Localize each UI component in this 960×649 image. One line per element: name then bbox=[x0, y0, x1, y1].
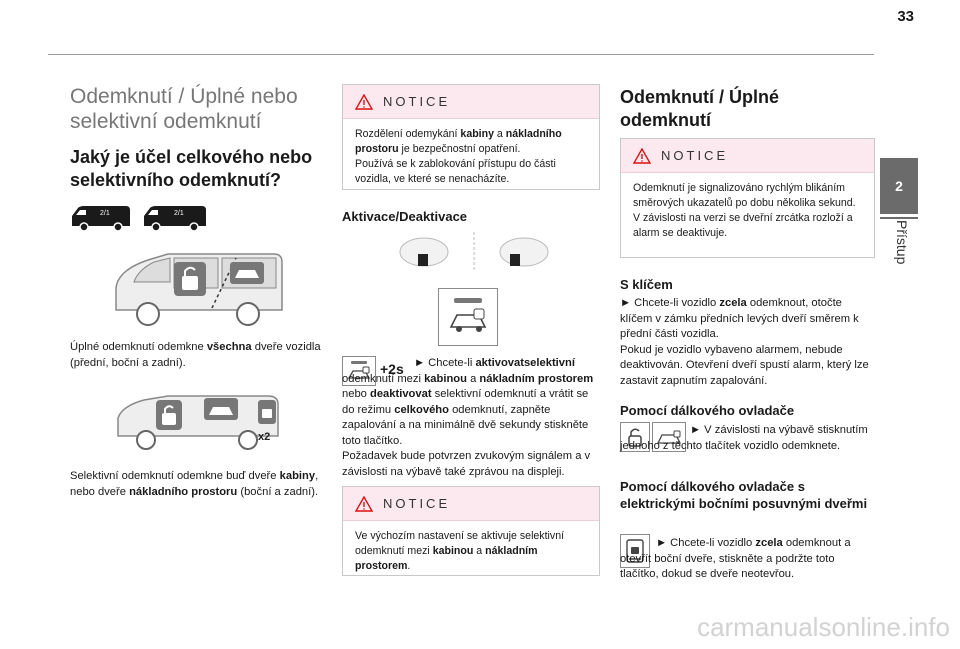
notice-box-1 bbox=[342, 84, 600, 190]
steering-wheel-illustration bbox=[394, 230, 554, 274]
sliding-door-instruction: ► Chcete-li vozidlo zcela odemknout a otevřít boční dveře, stiskněte a podržte toto tlačítko, dokud se dveře neotevřou. bbox=[620, 537, 851, 580]
chapter-tab[interactable]: 2 bbox=[880, 158, 918, 214]
full-unlock-heading: Odemknutí / Úplné odemknutí bbox=[620, 87, 780, 130]
van-full-unlock-illustration bbox=[108, 248, 288, 330]
key-instruction: ► Chcete-li vozidlo zcela odemknout, otočte klíčem v zámku předních levých dveří směrem k přední části vozidla. Pokud je vozidlo vybaveno alarmem, nebude deaktivován. Otevření dveří spustí alarm, který lze zastavit zapnutím zapalování. bbox=[620, 297, 869, 387]
warning-triangle-icon bbox=[355, 496, 373, 512]
selective-unlock-button-icon bbox=[438, 288, 498, 346]
notice-body-3: Odemknutí je signalizováno rychlým blikáním směrových ukazatelů po dobu několika sekund. V závislosti na verzi se dveřní zrcátka rozloží a alarm se deaktivuje. bbox=[633, 182, 856, 239]
activation-instruction: ► Chcete-li aktivovatselektivní odemknutí mezi kabinou a nákladním prostorem nebo deaktivovat selektivní odemknutí a vrátit se do režimu celkového odemknutí, zapněte zapalování a na minimálně dvě sekundy stiskněte toto tlačítko. bbox=[342, 357, 594, 447]
notice-header-1 bbox=[343, 85, 599, 119]
hold-2s-label: +2s bbox=[380, 361, 404, 377]
remote-instruction: ► V závislosti na výbavě stisknutím jednoho z těchto tlačítek vozidlo odemknete. bbox=[620, 424, 868, 452]
header-rule bbox=[48, 54, 874, 55]
notice-header-2 bbox=[343, 487, 599, 521]
notice-title-1: NOTICE bbox=[383, 94, 451, 109]
warning-triangle-icon bbox=[633, 148, 651, 164]
notice-body-2: Ve výchozím nastavení se aktivuje selektivní odemknutí mezi kabinou a nákladním prostorem. bbox=[355, 530, 565, 572]
notice-box-2 bbox=[342, 486, 600, 576]
notice-title-3: NOTICE bbox=[661, 148, 729, 163]
van-badge-2: 2/1 bbox=[174, 210, 184, 217]
van-selective-unlock-illustration bbox=[108, 392, 288, 452]
page-number: 33 bbox=[897, 8, 914, 25]
watermark: carmanualsonline.info bbox=[697, 612, 950, 642]
x2-label: x2 bbox=[258, 431, 271, 443]
confirmation-text: Požadavek bude potvrzen zvukovým signálem a v závislosti na výbavě také zprávou na displeji. bbox=[342, 450, 591, 478]
selective-unlock-text: Selektivní odemknutí odemkne buď dveře kabiny, nebo dveře nákladního prostoru (boční a zadní). bbox=[70, 470, 319, 498]
section-heading-purpose: Jaký je účel celkového nebo selektivního odemknutí? bbox=[70, 147, 313, 190]
notice-box-3 bbox=[620, 138, 875, 258]
van-badge-1: 2/1 bbox=[100, 210, 110, 217]
remote-sliding-door-heading: Pomocí dálkového ovladače s elektrickými bočními posuvnými dveřmi bbox=[620, 479, 868, 511]
notice-body-1: Rozdělení odemykání kabiny a nákladního prostoru je bezpečnostní opatření. Používá se k zablokování přístupu do části vozidla, ve které se nenacházíte. bbox=[355, 128, 562, 185]
warning-triangle-icon bbox=[355, 94, 373, 110]
key-heading: S klíčem bbox=[620, 277, 673, 292]
activation-heading: Aktivace/Deaktivace bbox=[342, 209, 468, 224]
notice-title-2: NOTICE bbox=[383, 496, 451, 511]
chapter-tab-underline bbox=[880, 217, 918, 219]
van-silhouettes bbox=[70, 200, 210, 234]
remote-heading: Pomocí dálkového ovladače bbox=[620, 403, 795, 418]
notice-header-3 bbox=[621, 139, 874, 173]
page-title: Odemknutí / Úplné nebo selektivní odemknutí bbox=[70, 85, 298, 133]
full-unlock-text: Úplné odemknutí odemkne všechna dveře vozidla (přední, boční a zadní). bbox=[70, 341, 321, 369]
chapter-label: Přístup bbox=[894, 220, 910, 265]
